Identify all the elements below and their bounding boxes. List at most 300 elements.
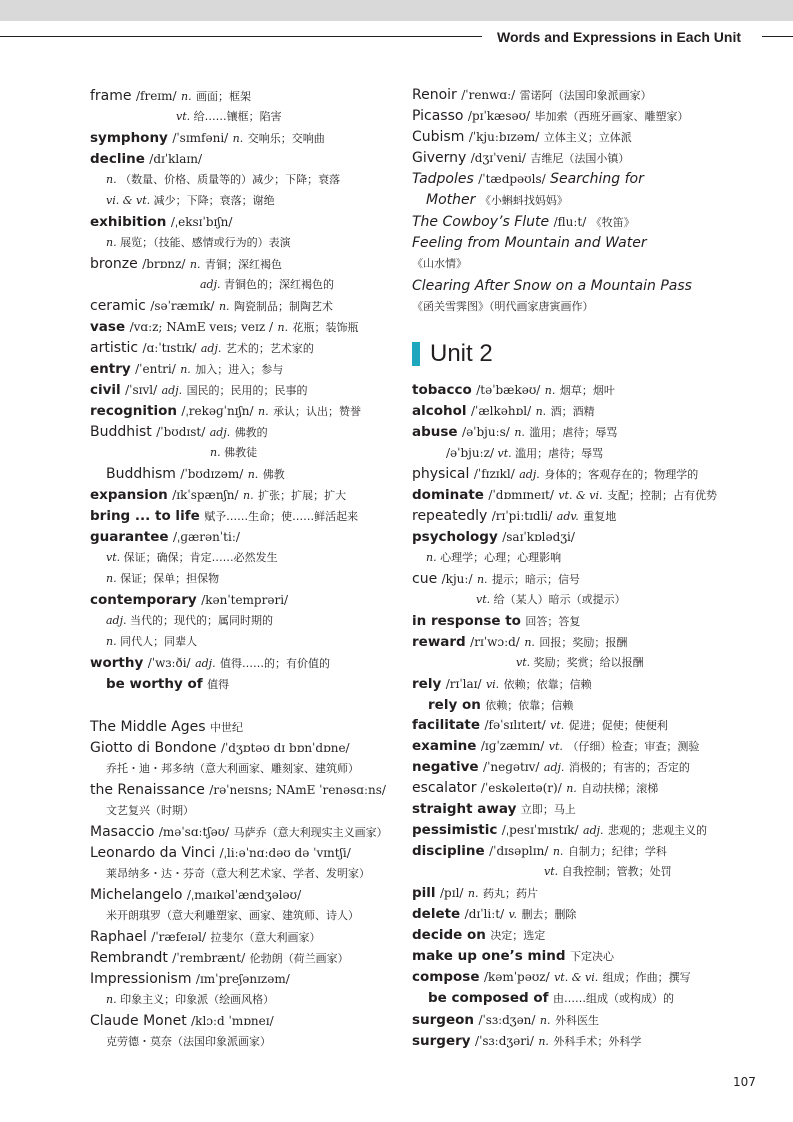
headword: straight away	[412, 801, 517, 817]
definition: 莱昂纳多・达・芬奇（意大利艺术家、学者、发明家）	[106, 867, 370, 880]
definition: 回报；奖励；报酬	[539, 636, 628, 649]
sense-line	[426, 548, 561, 568]
headword: be composed of	[428, 990, 549, 1006]
headword: bring ... to life	[90, 508, 200, 524]
definition: 奖励；奖赏；给以报酬	[533, 656, 644, 669]
definition: 中世纪	[210, 721, 244, 734]
phonetic: /səˈræmɪk/	[150, 299, 215, 313]
part-of-speech: vt.	[550, 719, 565, 732]
headword: recognition	[90, 403, 177, 419]
part-of-speech: n.	[539, 1014, 551, 1027]
headword: Tadpoles	[412, 171, 474, 187]
definition: 保证；确保；肯定……必然发生	[123, 551, 278, 564]
sense-line	[106, 1032, 271, 1052]
entry-line	[90, 717, 243, 737]
headword: cue	[412, 571, 438, 587]
definition: 重复地	[583, 510, 617, 523]
part-of-speech: vt. & vi.	[558, 489, 603, 502]
headword: Impressionism	[90, 971, 192, 987]
part-of-speech: vt.	[497, 447, 512, 460]
part-of-speech: n.	[535, 405, 547, 418]
entry-line	[90, 527, 240, 547]
phonetic: /ˈwɜːði/	[147, 656, 191, 670]
part-of-speech: n.	[180, 363, 191, 376]
entry-line	[412, 233, 647, 253]
definition: 药丸；药片	[482, 887, 538, 900]
sense-line	[446, 443, 603, 463]
entry-line	[412, 569, 580, 589]
sense-line	[106, 191, 275, 211]
part-of-speech: n.	[181, 90, 192, 103]
sense-line	[106, 611, 273, 631]
headword: tobacco	[412, 382, 472, 398]
headword: Giverny	[412, 150, 467, 166]
phonetic: /ɪɡˈzæmɪn/	[480, 739, 545, 753]
part-of-speech: n.	[106, 236, 117, 249]
phonetic: /ˈdʒɒtəʊ dɪ bɒnˈdɒne/	[220, 741, 350, 755]
definition: 促进；促使；使便利	[568, 719, 668, 732]
entry-line	[412, 485, 717, 505]
definition: 吉维尼（法国小镇）	[530, 152, 630, 165]
phonetic: /rɪˈwɔːd/	[470, 635, 520, 649]
headword: Clearing After Snow on a Mountain Pass	[412, 278, 692, 294]
definition: 文艺复兴（时期）	[106, 804, 194, 817]
phonetic: /kjuː/	[441, 572, 473, 586]
definition: 立体主义；立体派	[543, 131, 632, 144]
part-of-speech: n.	[426, 551, 437, 564]
definition: 心理学；心理；心理影响	[440, 551, 562, 564]
definition: 悲观的；悲观主义的	[608, 824, 707, 837]
phonetic: /ˌɡærənˈtiː/	[172, 530, 240, 544]
phonetic: /ɪkˈspænʃn/	[172, 488, 239, 502]
part-of-speech: n.	[243, 489, 254, 502]
phonetic: /ˈælkəhɒl/	[470, 404, 532, 418]
part-of-speech: adj.	[195, 657, 216, 670]
definition: 减少；下降；衰落；谢绝	[153, 194, 275, 207]
entry-line	[412, 632, 627, 652]
part-of-speech: vi.	[485, 678, 500, 691]
headword: surgery	[412, 1033, 471, 1049]
definition: 依赖；依靠；信赖	[503, 678, 592, 691]
phonetic: /ˈneɡətɪv/	[483, 760, 540, 774]
headword: Masaccio	[90, 824, 155, 840]
entry-line	[90, 1011, 274, 1031]
headword: guarantee	[90, 529, 169, 545]
headword: Mother	[426, 192, 476, 208]
headword: Michelangelo	[90, 887, 183, 903]
phonetic: /kəmˈpəʊz/	[483, 970, 550, 984]
headword: Claude Monet	[90, 1013, 187, 1029]
headword: Buddhism	[106, 466, 176, 482]
phonetic: /ˈeskəleɪtə(r)/	[480, 781, 562, 795]
headword: contemporary	[90, 592, 197, 608]
definition: （数量、价格、质量等的）减少；下降；衰落	[120, 173, 341, 186]
definition: 米开朗琪罗（意大利雕塑家、画家、建筑师、诗人）	[106, 909, 359, 922]
part-of-speech: adj.	[106, 614, 127, 627]
definition: 值得……的；有价值的	[220, 657, 331, 670]
definition: 酒；酒精	[550, 405, 595, 418]
headword: dominate	[412, 487, 484, 503]
part-of-speech: v.	[508, 908, 517, 921]
entry-line	[412, 106, 689, 126]
entry-line	[412, 85, 652, 105]
part-of-speech: adj.	[519, 468, 540, 481]
definition: 青铜；深红褐色	[204, 258, 282, 271]
phonetic: /ˌeksɪˈbɪʃn/	[170, 215, 233, 229]
part-of-speech: vt.	[476, 593, 491, 606]
definition: 滥用；虐待；辱骂	[515, 447, 604, 460]
definition: 自动扶梯；滚梯	[581, 782, 659, 795]
definition: 给……镶框；陷害	[193, 110, 282, 123]
headword: compose	[412, 969, 480, 985]
part-of-speech: adj.	[200, 278, 221, 291]
entry-line	[412, 527, 575, 547]
phonetic: /ˈdɒmɪneɪt/	[488, 488, 554, 502]
entry-line	[412, 127, 632, 147]
phonetic: /məˈsɑːtʃəʊ/	[158, 825, 230, 839]
running-header-title: Words and Expressions in Each Unit	[497, 29, 742, 45]
headword: be worthy of	[106, 676, 203, 692]
part-of-speech: vt.	[544, 865, 559, 878]
entry-line	[428, 695, 573, 715]
part-of-speech: n.	[210, 446, 221, 459]
phonetic: /vɑːz; NAmE veɪs; veɪz /	[129, 320, 274, 334]
part-of-speech: adj.	[543, 761, 565, 774]
headword: bronze	[90, 256, 138, 272]
definition: 烟草；烟叶	[559, 384, 615, 397]
entry-line	[412, 464, 698, 484]
definition: 佛教徒	[224, 446, 258, 459]
header-rule-left	[0, 36, 482, 37]
phonetic: /ˈbʊdɪzəm/	[180, 467, 244, 481]
definition: 组成；作曲；撰写	[602, 971, 691, 984]
phonetic: /pɪl/	[440, 886, 464, 900]
definition: （仔细）检查；审查；测验	[567, 740, 700, 753]
definition: 提示；暗示；信号	[492, 573, 580, 586]
definition: 赋予……生命；使……鲜活起来	[204, 510, 359, 523]
sense-line	[106, 801, 194, 821]
definition: 展览；（技能、感情或行为的）表演	[120, 236, 291, 249]
headword: Giotto di Bondone	[90, 740, 217, 756]
phonetic: /ˈræfeɪəl/	[151, 930, 207, 944]
definition: 同代人；同辈人	[120, 635, 198, 648]
sense-line	[476, 590, 626, 610]
definition: 保证；保单；担保物	[120, 572, 220, 585]
definition: 删去；删除	[521, 908, 577, 921]
entry-line	[412, 148, 629, 168]
part-of-speech: adv.	[556, 510, 579, 523]
entry-line	[90, 927, 320, 947]
entry-line	[90, 485, 346, 505]
page-number: 107	[733, 1075, 756, 1089]
phonetic: /brɒnz/	[142, 257, 186, 271]
headword: artistic	[90, 340, 139, 356]
headword: entry	[90, 361, 131, 377]
entry-line	[412, 904, 576, 924]
definition: 青铜色的；深红褐色的	[224, 278, 335, 291]
definition: 身体的；客观存在的；物理学的	[544, 468, 699, 481]
part-of-speech: n.	[467, 887, 479, 900]
part-of-speech: vt.	[516, 656, 531, 669]
entry-line	[106, 464, 285, 484]
sense-line	[106, 990, 274, 1010]
entry-line	[412, 946, 614, 966]
phonetic: /dɪˈklaɪn/	[149, 152, 203, 166]
sense-line	[106, 906, 359, 926]
entry-line	[412, 169, 644, 189]
entry-line	[90, 359, 283, 379]
sense-line	[106, 632, 197, 652]
headword: Feeling from Mountain and Water	[412, 235, 647, 251]
part-of-speech: n.	[277, 321, 289, 334]
definition: 乔托・迪・邦多纳（意大利画家、雕刻家、建筑师）	[106, 762, 359, 775]
entry-line	[90, 128, 325, 148]
entry-line	[412, 1010, 599, 1030]
entry-line	[90, 296, 333, 316]
entry-line	[90, 969, 290, 989]
headword: worthy	[90, 655, 144, 671]
sense-line	[412, 297, 594, 317]
sense-line	[106, 759, 359, 779]
headword: discipline	[412, 843, 485, 859]
headword: The Middle Ages	[90, 719, 206, 735]
headword: ceramic	[90, 298, 146, 314]
phonetic: /rɪˈlaɪ/	[445, 677, 482, 691]
definition: 消极的；有害的；否定的	[568, 761, 690, 774]
headword: alcohol	[412, 403, 467, 419]
unit-heading-accent-bar	[412, 342, 420, 366]
entry-line	[90, 843, 351, 863]
definition: 国民的；民用的；民事的	[186, 384, 308, 397]
definition: 马萨乔（意大利现实主义画家）	[233, 826, 388, 839]
part-of-speech: n.	[566, 782, 577, 795]
headword: frame	[90, 88, 132, 104]
entry-line	[90, 780, 386, 800]
definition: 《函关雪霁图》（明代画家唐寅画作）	[412, 300, 594, 313]
entry-line	[412, 422, 617, 442]
phonetic: /ˈtædpəʊls/	[478, 172, 546, 186]
phonetic: /ˈbʊdɪst/	[156, 425, 206, 439]
phonetic: /rɪˈpiːtɪdli/	[491, 509, 553, 523]
entry-line	[90, 738, 350, 758]
phonetic: /əˈbjuːs/	[462, 425, 510, 439]
phonetic: /ɑːˈtɪstɪk/	[142, 341, 197, 355]
part-of-speech: n.	[514, 426, 525, 439]
part-of-speech: n.	[544, 384, 556, 397]
entry-line	[412, 715, 668, 735]
phonetic: /ˈkjuːbɪzəm/	[468, 130, 540, 144]
definition: 画面；框架	[196, 90, 252, 103]
entry-line	[412, 736, 699, 756]
phonetic: /ˈsɪmfəni/	[172, 131, 229, 145]
definition: 支配；控制；占有优势	[606, 489, 717, 502]
headword: exhibition	[90, 214, 167, 230]
headword: in response to	[412, 613, 521, 629]
headword: examine	[412, 738, 477, 754]
entry-line	[90, 212, 232, 232]
definition: 加入；进入；参与	[195, 363, 284, 376]
entry-line	[412, 674, 592, 694]
definition: 决定；选定	[490, 929, 546, 942]
definition: 佛教	[262, 468, 285, 481]
headword: reward	[412, 634, 466, 650]
entry-line	[90, 948, 349, 968]
part-of-speech: adj.	[583, 824, 604, 837]
definition: 交响乐；交响曲	[247, 132, 325, 145]
headword: Buddhist	[90, 424, 152, 440]
headword: physical	[412, 466, 470, 482]
phonetic: /dʒɪˈveni/	[470, 151, 526, 165]
headword: the Renaissance	[90, 782, 205, 798]
entry-line	[90, 254, 282, 274]
sense-line	[106, 233, 291, 253]
entry-line	[90, 653, 330, 673]
headword: make up one’s mind	[412, 948, 566, 964]
headword: negative	[412, 759, 479, 775]
definition: 外科手术；外科学	[553, 1035, 642, 1048]
part-of-speech: n.	[106, 993, 117, 1006]
definition: 佛教的	[234, 426, 268, 439]
phonetic: /rəˈneɪsns; NAmE ˈrenəsɑːns/	[209, 783, 386, 797]
part-of-speech: vt.	[548, 740, 563, 753]
entry-line	[412, 841, 667, 861]
part-of-speech: vt. & vi.	[554, 971, 599, 984]
phonetic: /fəˈsɪlɪteɪt/	[484, 718, 546, 732]
definition: 陶瓷制品；制陶艺术	[233, 300, 333, 313]
entry-line	[412, 276, 692, 296]
phonetic: /fluːt/	[553, 215, 587, 229]
headword: decline	[90, 151, 145, 167]
sense-line	[106, 170, 340, 190]
headword: surgeon	[412, 1012, 475, 1028]
phonetic: /ˌliːəˈnɑːdəʊ də ˈvɪntʃi/	[219, 846, 351, 860]
part-of-speech: n.	[106, 572, 117, 585]
part-of-speech: vi. & vt.	[106, 194, 151, 207]
definition: 拉斐尔（意大利画家）	[210, 931, 321, 944]
definition: 依赖；依靠；信赖	[485, 699, 574, 712]
phonetic: /ˈentri/	[135, 362, 176, 376]
entry-line	[90, 885, 301, 905]
headword: escalator	[412, 780, 477, 796]
entry-line	[412, 778, 658, 798]
entry-line	[412, 212, 635, 232]
definition: 克劳德・莫奈（法国印象派画家）	[106, 1035, 271, 1048]
definition: 《小蝌蚪找妈妈》	[479, 194, 568, 207]
entry-line	[412, 799, 576, 819]
entry-line	[428, 988, 674, 1008]
phonetic: /ˌpesɪˈmɪstɪk/	[501, 823, 579, 837]
definition: 伦勃朗（荷兰画家）	[249, 952, 349, 965]
entry-line	[90, 380, 308, 400]
sense-line	[106, 569, 219, 589]
sense-line	[516, 653, 644, 673]
headword: psychology	[412, 529, 498, 545]
headword: pessimistic	[412, 822, 498, 838]
definition: 《牧笛》	[590, 216, 635, 229]
phonetic: /ˈrenwɑː/	[461, 88, 516, 102]
part-of-speech: n.	[218, 300, 230, 313]
phonetic: /ˈsɜːdʒən/	[478, 1013, 536, 1027]
entry-line	[412, 611, 580, 631]
definition: 艺术的；艺术家的	[225, 342, 314, 355]
entry-line	[412, 1031, 641, 1051]
definition: 毕加索（西班牙画家、雕塑家）	[534, 110, 689, 123]
headword: symphony	[90, 130, 168, 146]
definition: 立即；马上	[520, 803, 576, 816]
headword: delete	[412, 906, 461, 922]
headword: decide on	[412, 927, 486, 943]
unit-heading: Unit 2	[430, 340, 493, 367]
sense-line	[176, 107, 282, 127]
headword: pill	[412, 885, 436, 901]
headword: rely on	[428, 697, 481, 713]
entry-line	[90, 506, 358, 526]
entry-line	[90, 317, 359, 337]
definition: 花瓶；装饰瓶	[292, 321, 359, 334]
entry-line	[412, 380, 615, 400]
headword: repeatedly	[412, 508, 488, 524]
definition: 值得	[207, 678, 230, 691]
headword: rely	[412, 676, 442, 692]
entry-line	[106, 674, 229, 694]
headword: civil	[90, 382, 121, 398]
phonetic: /ˈsɜːdʒəri/	[475, 1034, 534, 1048]
phonetic: /təˈbækəʊ/	[476, 383, 541, 397]
headword: Picasso	[412, 108, 464, 124]
headword: The Cowboy’s Flute	[412, 214, 550, 230]
headword: expansion	[90, 487, 168, 503]
part-of-speech: n.	[232, 132, 244, 145]
definition: 当代的；现代的；属同时期的	[130, 614, 274, 627]
entry-line	[412, 401, 595, 421]
phonetic: /əˈbjuːz/	[446, 446, 494, 460]
entry-line	[90, 86, 251, 106]
definition: 自我控制；管教；处罚	[561, 865, 672, 878]
definition: 由……组成（或构成）的	[552, 992, 674, 1005]
phonetic: /ˈfɪzɪkl/	[473, 467, 515, 481]
part-of-speech: adj.	[161, 384, 183, 397]
part-of-speech: n.	[538, 1035, 549, 1048]
entry-line	[412, 883, 538, 903]
definition: 印象主义；印象派（绘画风格）	[120, 993, 275, 1006]
headword: Cubism	[412, 129, 465, 145]
entry-line	[412, 820, 707, 840]
definition: 滥用；虐待；辱骂	[529, 426, 618, 439]
top-gray-band	[0, 0, 793, 21]
phonetic: /ɪmˈpreʃənɪzəm/	[195, 972, 290, 986]
phonetic: /freɪm/	[135, 89, 177, 103]
entry-line	[412, 757, 690, 777]
definition: 下定决心	[569, 950, 614, 963]
entry-line	[426, 190, 568, 210]
part-of-speech: n.	[552, 845, 564, 858]
phonetic: /ˈsɪvl/	[125, 383, 158, 397]
entry-line	[90, 338, 314, 358]
phonetic: /pɪˈkæsəʊ/	[467, 109, 531, 123]
sense-line	[210, 443, 257, 463]
header-rule-right	[762, 36, 793, 37]
definition: 外科医生	[554, 1014, 599, 1027]
sense-line	[106, 864, 370, 884]
part-of-speech: n.	[189, 258, 201, 271]
headword: facilitate	[412, 717, 481, 733]
part-of-speech: n.	[106, 173, 117, 186]
part-of-speech: n.	[524, 636, 535, 649]
entry-line	[90, 401, 361, 421]
sense-line	[412, 254, 467, 274]
phonetic: /klɔːd ˈmɒneɪ/	[191, 1014, 274, 1028]
phonetic: /kənˈtemprəri/	[201, 593, 289, 607]
